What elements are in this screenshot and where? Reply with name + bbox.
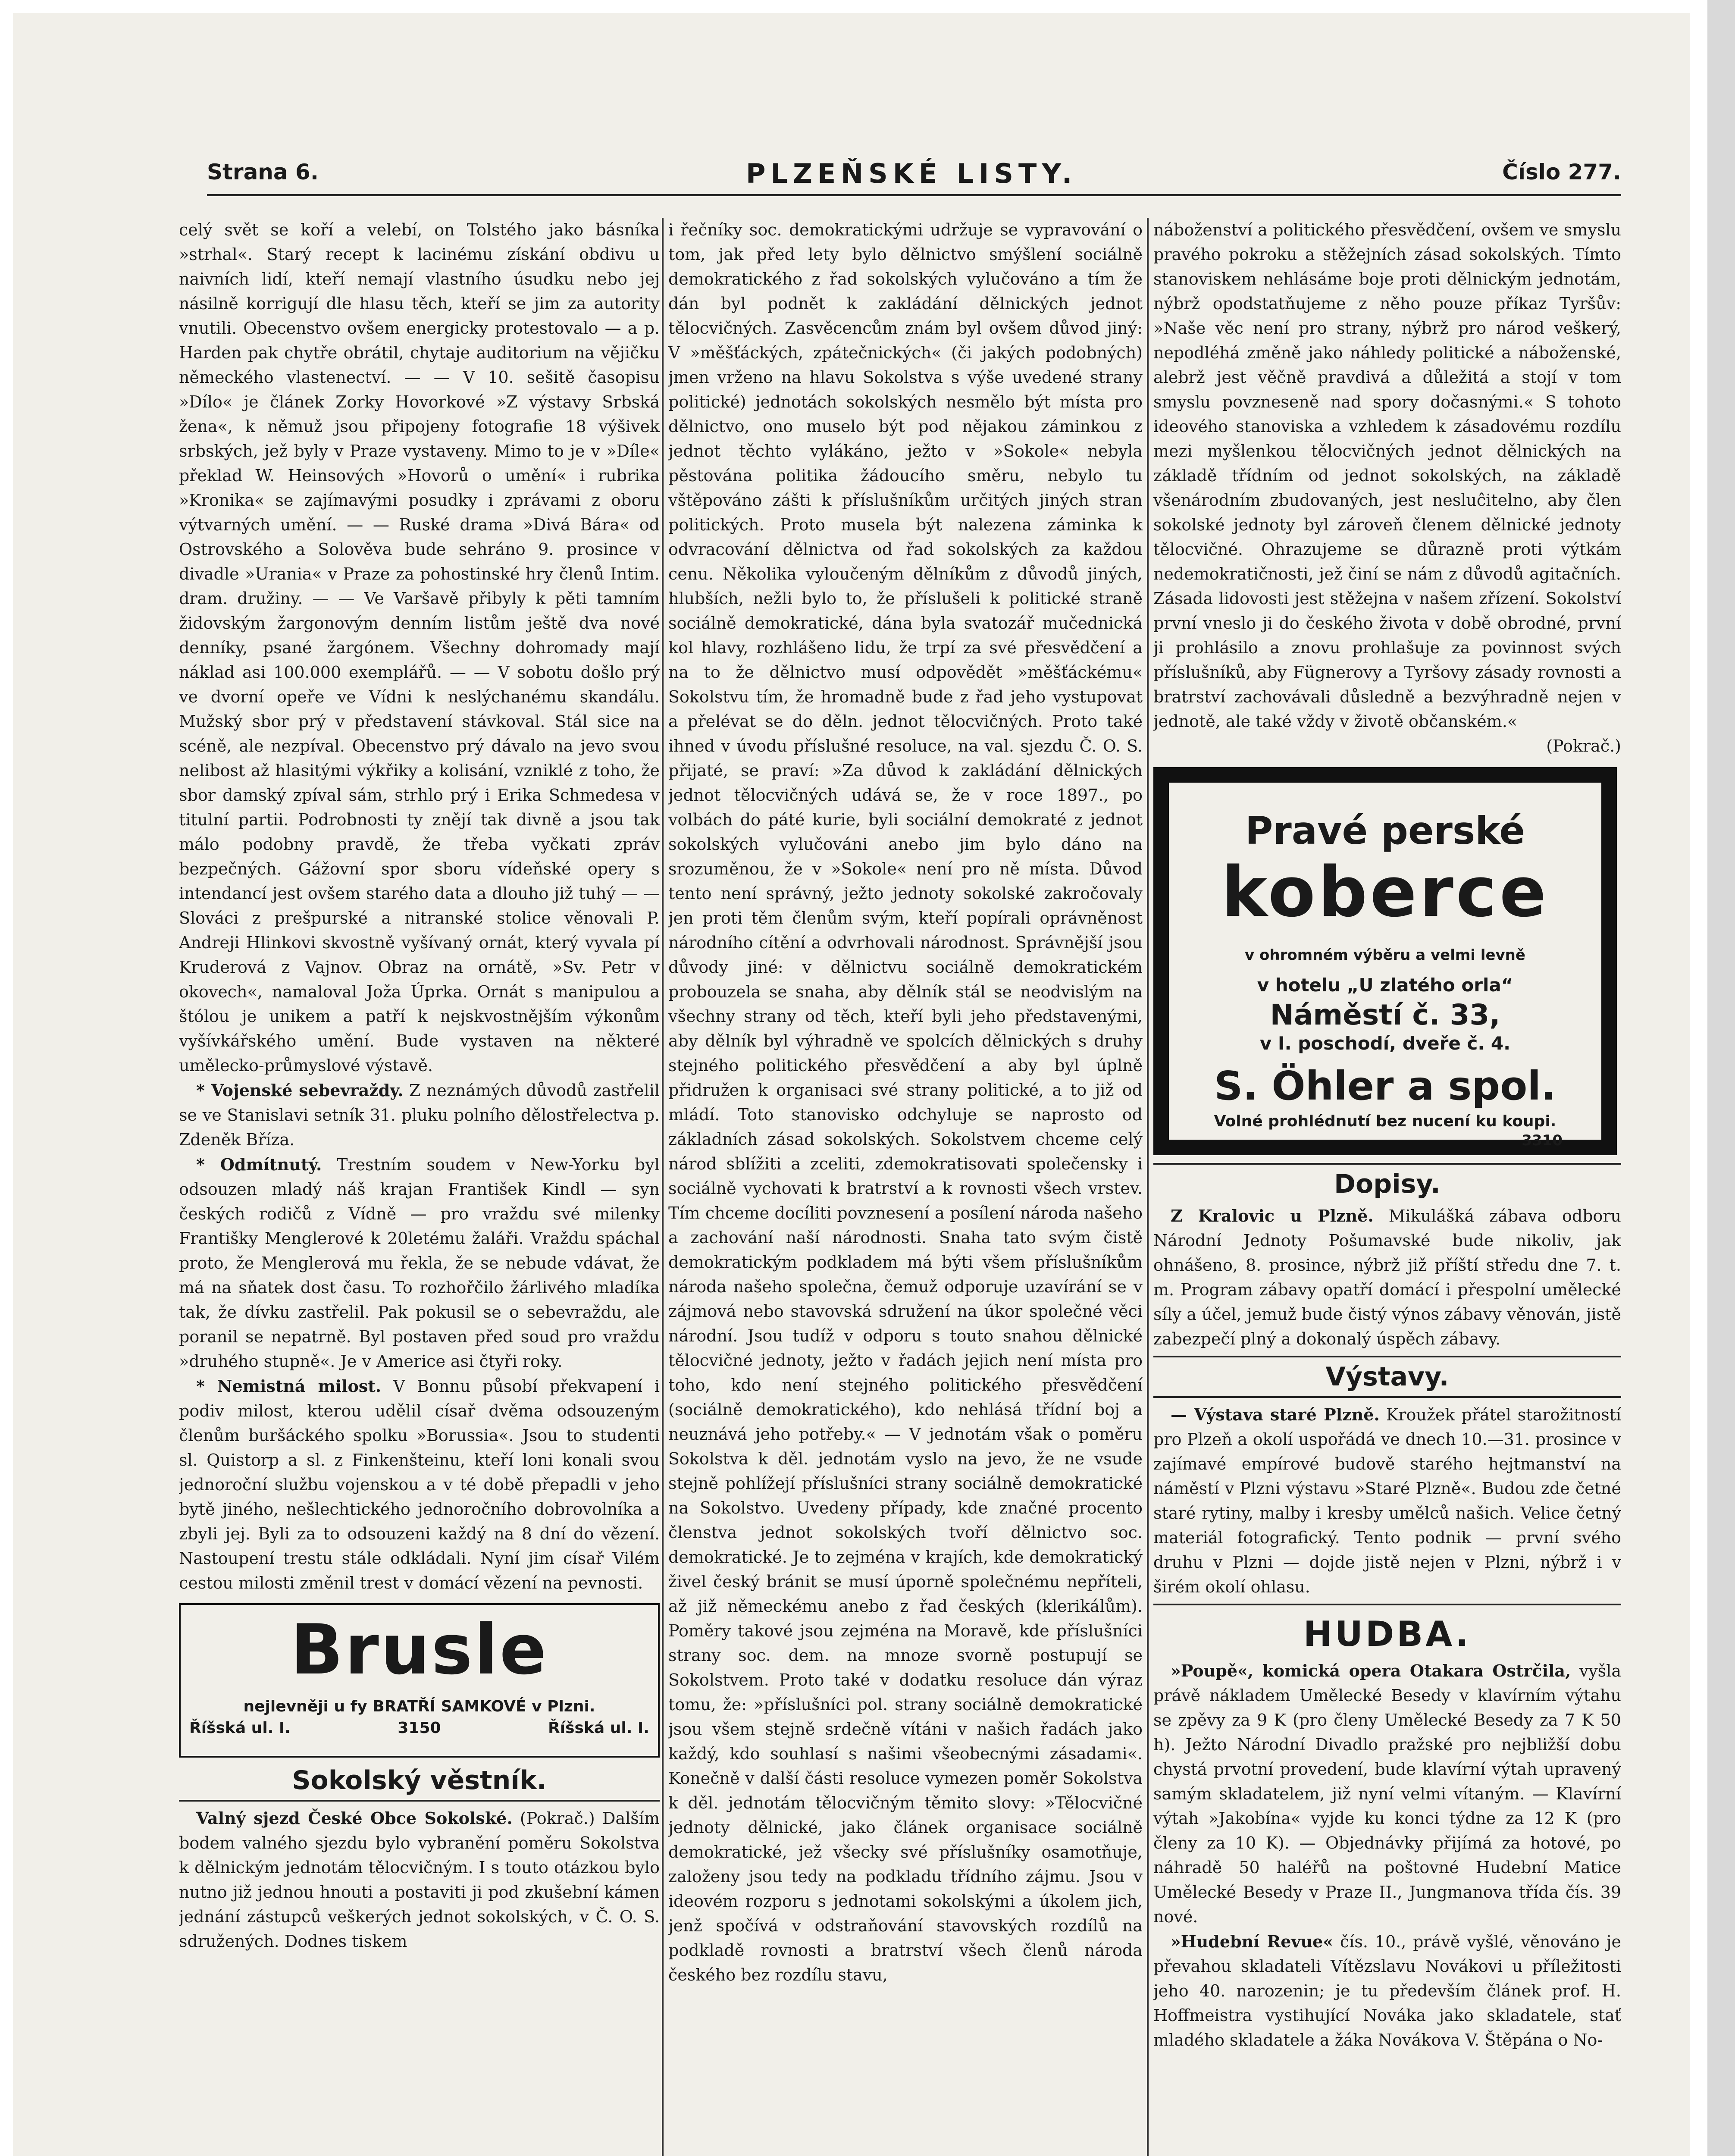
- news-item: [179, 1152, 660, 1374]
- advert-number: 3310: [1522, 1132, 1563, 1149]
- news-headline: »Hudební Revue«: [1171, 1932, 1334, 1951]
- scan-edge: [1707, 0, 1735, 2156]
- header-rule: [207, 194, 1621, 196]
- article-text: náboženství a politického přesvědčení, ovšem ve smyslu pravého pokroku a stěžejních zásad sokolských. Tímto stanoviskem nehlásáme boje proti dělnickým jednotám, nýbrž opodstatňujeme z něho pouze příkaz Tyršův: »Naše věc není pro strany, nýbrž pro národ veškerý, nepodléhá změně jako náhledy politické a náboženské, alebrž jest věčně pravdivá a důležitá a stojí v tom smyslu povzneseně nad spory dočasnými.« S tohoto ideového stanoviska a vzhledem k zásadovému rozdílu mezi myšlenkou tělocvičných jednot dělnických na základě třídním od jednot sokolských, na základě všenárodním zbudovaných, jest nesluĉitelno, aby člen sokolské jednoty byl zároveň členem dělnické jednoty tělocvičné. Ohrazujeme se důrazně proti výtkám nedemokratičnosti, jež činí se nám z důvodů agitačních. Zásada lidovosti jest stěžejna v našem zřízení. Sokolství první vneslo ji do českého života v době obrodné, první ji prohlásilo a znovu prohlašuje za povinnost svých příslušníků, aby Fügnerovy a Tyršovy zásady rovnosti a bratrství zachovávali důsledně a bezvýhradně nejen v jednotě, ale také vždy v životě občanském.«: [1153, 220, 1621, 731]
- news-item: [179, 1374, 660, 1595]
- news-item: [1153, 1658, 1621, 1929]
- section-title-sokol: Sokolský věstník.: [292, 1765, 547, 1796]
- advert-line: Volné prohlédnutí bez nucení ku koupi.: [1214, 1112, 1556, 1130]
- advert-heading: Brusle: [290, 1609, 548, 1690]
- column-divider: [1147, 218, 1149, 2156]
- page-number: Strana 6.: [207, 160, 319, 185]
- article-text: celý svět se koří a velebí, on Tolstého jako básníka »strhal«. Starý recept k lacinému získání obdivu u naivních lidí, kteří nemají vlastního úsudku nebo jej násilně korrigují dle hlasu těch, kteří se jim za autority vnutili. Obecenstvo ovšem energicky protestovalo — a p. Harden pak chytře obrátil, chytaje auditorium na vějičku německého vlastenectví. — — V 10. sešitě časopisu »Dílo« je článek Zorky Hovorkové »Z výstavy Srbská žena«, k němuž jsou připojeny fotografie 18 výšivek srbských, jež byly v Praze vystaveny. Mimo to je v »Díle« překlad W. Heinsových »Hovorů o umění« i rubrika »Kronika« se zajímavými posudky i zprávami z oboru výtvarných umění. — — Ruské drama »Divá Bára« od Ostrovského a Solověva bude sehráno 9. prosince v divadle »Urania« v Praze za pohostinské hry členů Intim. dram. družiny. — — Ve Varšavě přibyly k pěti tamním židovským žargonovým denním listům ještě dva nové denníky, psané žargónem. Všechny dohromady mají náklad asi 100.000 exemplářů. — — V sobotu došlo prý ve dvorní opeře ve Vídni k neslýchanému skandálu. Mužský sbor prý v představení stávkoval. Stál sice na scéně, ale nezpíval. Obecenstvo prý dávalo na jevo svou nelibost až hlasitými výkřiky a kolisání, vzniklé z toho, že sbor damský zpíval sám, strhlo prý i Erika Schmedesa v titulní partii. Podrobnosti ty znějí tak divně a jsou tak málo podobny pravdě, že třeba vyčkati zpráv bezpečných. Gážovní spor sboru vídeňské opery s intendancí jest ovšem starého data a dlouho již tuhý — — Slováci z prešpurské a nitranské stolice věnovali P. Andreji Hlinkovi skvostně vyšívaný ornát, který vyvala pí Kruderová z Vajnov. Obraz na ornátě, »Sv. Petr v okovech«, namaloval Joža Úprka. Ornát s manipulou a štólou je unikem a patří k nejskvostnějším výkonům vyšívkářského umění. Bude vystaven na některé umělecko-průmyslové výstavě.: [179, 220, 660, 1075]
- column-2: [668, 218, 1143, 2156]
- advert-number: 3150: [398, 1719, 441, 1737]
- advert-heading: koberce: [1221, 852, 1549, 932]
- section-title-hudba: HUDBA.: [1303, 1614, 1472, 1654]
- news-item: [1153, 1402, 1621, 1599]
- advert-frame: [1153, 767, 1617, 1155]
- news-text: V Bonnu působí překvapení i podiv milost, kterou udělil císař dvěma odsouzeným členům buršáckého spolku »Borussia«. Jsou to studenti sl. Quistorp a sl. z Finkenšteinu, kteří loni konali svou jednoroční službu vojenskou a v té době přepadli v jeho bytě jiného, nešlechtického jednoročního dobrovolníka a zbyli jej. Byli za to odsouzeni každý na 8 dní do vězení. Nastoupení trestu stále odkládali. Nyní jim císař Vilém cestou milosti změnil trest v domácí vězení na pevnosti.: [179, 1377, 660, 1592]
- advert-line: v ohromném výběru a velmi levně: [1245, 946, 1525, 964]
- section-rule: [1153, 1604, 1621, 1605]
- article-text: (Pokrač.) Dalším bodem valného sjezdu bylo vybranění poměru Sokolstva k dělnickým jednotám tělocvičným. I s touto otázkou bylo nutno již jednou hnouti a postaviti ji pod zkušební kámen jednání zástupců veškerých jednot sokolských, v Č. O. S. sdružených. Dodnes tiskem: [179, 1809, 660, 1951]
- section-title-dopisy: Dopisy.: [1334, 1169, 1441, 1199]
- news-headline: * Odmítnutý.: [196, 1155, 322, 1174]
- column-divider: [662, 218, 664, 2156]
- advert-address: [189, 1719, 649, 1737]
- section-rule: [1153, 1163, 1621, 1165]
- issue-number: Číslo 277.: [1502, 160, 1621, 185]
- advert-address-right: Říšská ul. I.: [548, 1719, 649, 1737]
- news-text: vyšla právě nákladem Umělecké Besedy v klavírním výtahu se zpěvy za 9 K (pro členy Umělecké Besedy za 7 K 50 h). Ježto Národní Divadlo pražské pro nejbližší dobu chystá prvotní provedení, bude klavírní výtah upravený samým skladatelem, již nyní velmi vítaným. — Klavírní výtah »Jakobína« vyjde ku konci týdne za 12 K (pro členy za 10 K). — Objednávky přijímá za hotové, po náhradě 50 haléřů na poštovné Hudební Matice Umělecké Besedy v Praze II., Jungmanova třída čís. 39 nové.: [1153, 1661, 1621, 1926]
- advert-line: v I. poschodí, dveře č. 4.: [1259, 1033, 1511, 1054]
- section-rule: [179, 1800, 660, 1802]
- news-headline: — Výstava staré Plzně.: [1171, 1405, 1380, 1424]
- section-rule: [1153, 1356, 1621, 1357]
- article: [179, 1806, 660, 1954]
- newspaper-title: PLZEŇSKÉ LISTY.: [746, 158, 1077, 189]
- advert-brusle: [179, 1603, 660, 1758]
- column-1: [179, 218, 660, 2156]
- continued-note: (Pokrač.): [1546, 736, 1621, 755]
- news-text: Trestním soudem v New-Yorku byl odsouzen mladý náš krajan František Kindl — syn českých rodičů z Vídně — pro vraždu své milenky Františky Menglerové k 20letému žaláři. Vraždu spáchal proto, že Menglerová mu řekla, že se nebude vdávat, že má na sňatek dost času. To rozhořčilo žárlivého mladíka tak, že dívku zastřelil. Pak pokusil se o sebevraždu, ale poranil se nepatrně. Byl postaven před soud pro vraždu »druhého stupně«. Je v Americe asi čtyři roky.: [179, 1155, 660, 1371]
- news-text: čís. 10., právě vyšlé, věnováno je převahou skladateli Vítězslavu Novákovi u příležitosti jeho 40. narozenin; je tu především článek prof. H. Hoffmeistra vystihující Nováka jako skladatele, stať mladého skladatele a žáka Novákova V. Štěpána o No-: [1153, 1932, 1621, 2049]
- advert-company: S. Öhler a spol.: [1214, 1063, 1556, 1109]
- section-title-vystavy: Výstavy.: [1325, 1362, 1449, 1392]
- news-headline: »Poupě«, komická opera Otakara Ostrčila,: [1171, 1661, 1571, 1680]
- section-rule: [1153, 1396, 1621, 1398]
- article-headline: Valný sjezd České Obce Sokolské.: [196, 1808, 513, 1828]
- advert-address: Náměstí č. 33,: [1270, 998, 1500, 1031]
- news-item: [1153, 1929, 1621, 2053]
- advert-line: nejlevněji u fy BRATŘÍ SAMKOVÉ v Plzni.: [243, 1698, 595, 1715]
- news-headline: * Vojenské sebevraždy.: [196, 1081, 404, 1100]
- page-header: [207, 160, 1621, 194]
- news-item: [1153, 1203, 1621, 1351]
- news-text: Mikulášká zábava odboru Národní Jednoty Pošumavské bude nikoliv, jak ohnášeno, 8. prosince, nýbrž již příští středu dne 7. t. m. Program zábavy opatří domácí i přespolní umělecké síly a účel, jemuž bude čistý výnos zábavy věnován, jistě zabezpečí plný a dokonalý úspěch zábavy.: [1153, 1206, 1621, 1348]
- news-headline: Z Kralovic u Plzně.: [1171, 1206, 1374, 1225]
- advert-line: v hotelu „U zlatého orla“: [1257, 975, 1513, 996]
- advert-koberce: [1153, 767, 1621, 1155]
- news-text: Kroužek přátel starožitností pro Plzeň a okolí uspořádá ve dnech 10.—31. prosince v zajímavé empírové budově starého hejtmanství na náměstí v Plzni výstavu »Staré Plzně«. Budou zde četné staré rytiny, malby i kresby umělců našich. Velice četný materiál fotografický. Tento podnik — první svého druhu v Plzni — dojde jistě nejen v Plzni, nýbrž i v širém okolí ohlasu.: [1153, 1405, 1621, 1596]
- column-3: [1153, 218, 1621, 2156]
- advert-line: Pravé perské: [1245, 808, 1525, 853]
- news-headline: * Nemistná milost.: [196, 1376, 382, 1396]
- advert-address-left: Říšská ul. I.: [189, 1719, 291, 1737]
- news-item: [179, 1078, 660, 1152]
- news-text: Z neznámých důvodů zastřelil se ve Stanislavi setník 31. pluku polního dělostřelectva p. Zdeněk Bříza.: [179, 1081, 660, 1149]
- article-text: i řečníky soc. demokratickými udržuje se vypravování o tom, jak před lety bylo dělnictvo smýšlení sociálně demokratického z řad sokolských vylučováno a tím že dán byl podnět k zakládání dělnických jednot tělocvičných. Zasvěcencům znám byl ovšem důvod jiný: V »měšťáckých, zpátečnických« (či jakých podobných) jmen vrženo na hlavu Sokolstva s výše uvedené strany politické) jednotách sokolských nesmělo být místa pro dělnictvo, ono muselo být pod nějakou záminkou z jednot těchto vylákáno, ježto v »Sokole« nebyla pěstována politika žádoucího směru, nebylo tu vštěpováno zášti k příslušníkům určitých jiných stran politických. Proto musela být nalezena záminka k odvracování dělnictva od řad sokolských za každou cenu. Několika vyloučeným dělníkům z důvodů jiných, hlubších, nežli bylo to, že příslušeli k politické straně sociálně demokratické, dána byla svatozář mučednická kol hlavy, rozhlášeno lidu, že trpí za své přesvědčení a na to že dělnictvo musí odpovědět »měšťáckému« Sokolstvu tím, že hromadně bude z řad jeho vystupovat a přelévat se do děln. jednot tělocvičných. Proto také ihned v úvodu příslušné resoluce, na val. sjezdu Č. O. S. přijaté, se praví: »Za důvod k zakládání dělnických jednot tělocvičných udává se, že v roce 1897., po volbách do páté kurie, byli sociální demokraté z jednot sokolských vylučováni anebo jim bylo dáno na srozuměnou, že v »Sokole« není pro ně místa. Důvod tento není správný, ježto jednoty sokolské zakročovaly jen proti těm členům svým, kteří popírali oprávněnost národního cítění a odvrhovali národnost. Správnější jsou důvody jiné: v dělnictvu sociálně demokratickém probouzela se snaha, aby dělník stál se neodvislým na všechny strany od těch, kteří byli jeho představenými, aby dělník byl výhradně ve spolcích dělnických s druhy stejného politického přesvědčení a aby byl úplně přidružen k organisaci své strany politické, a to již od mládí. Toto stanovisko odchyluje se naprosto od základních zásad sokolských. Sokolstvem chceme celý národ sblížiti a zceliti, zdemokratisovati společensky i sociálně vychovati k bratrství a k rovnosti všech vrstev. Tím chceme docíliti povznesení a posílení národa našeho a zachování naší národnosti. Snaha tato svým čistě demokratickým podkladem má býti všem příslušníkům národa našeho společna, čemuž odporuje uzavírání se v zájmová nebo stavovská sdružení na úkor společné věci národní. Jsou tudíž v odporu s touto snahou dělnické tělocvičné jednoty, ježto v řadách jejich není místa pro toho, kdo není stejného politického přesvědčení (sociálně demokratického), kdo nehlásá třídní boj a neuznává jeho potřeby.« — V jednotám však o poměru Sokolstva k děl. jednotám vyslo na jevo, že ne vsude stejně pohlížejí příslušníci strany sociálně demokratické na Sokolstvo. Uvedeny případy, kde značné procento členstva jednot sokolských tvoří dělnictvo soc. demokratické. Je to zejména v krajích, kde demokratický živel český bránit se musí úporně společnému nepříteli, až již německému anebo z řad českých (klerikálům). Poměry takové jsou zejména na Moravě, kde příslušníci strany soc. dem. na mnoze svorně postupují se Sokolstvem. Proto také v dodatku resoluce dán výraz tomu, že: »příslušníci pol. strany sociálně demokratické jsou všem stejně srdečně vítáni v našich řadách jako každý, kdo souhlasí s našimi všeobecnými zásadami«. Konečně v další části resoluce vymezen poměr Sokolstva k děl. jednotám tělocvičným těmito slovy: »Tělocvičné jednoty dělnické, jako článek organisace sociálně demokratické, jež všecky své příslušníky osamotňuje, založeny jsou tedy na podkladu třídního zájmu. Jsou v ideovém rozporu s jednotami sokolskými a úkolem jich, jenž spočívá v odstraňování stavovských rozdílů na podkladě rovnosti a bratrství všech členů národa českého bez rozdílu stavu,: [668, 220, 1143, 1984]
- advert-inner: [1169, 783, 1601, 1149]
